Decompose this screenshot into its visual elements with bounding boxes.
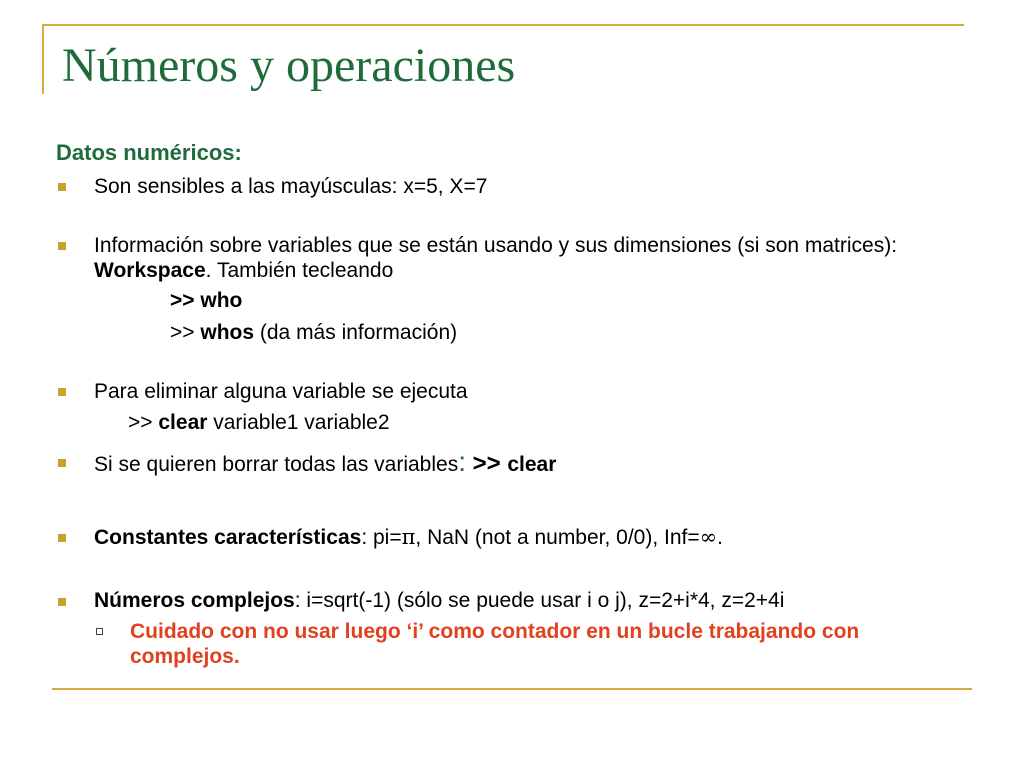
bullet-constants [94, 525, 723, 550]
prompt: >> [465, 450, 508, 477]
bullet-complex [94, 588, 784, 613]
pi-symbol: π [401, 525, 416, 549]
command-clear-vars [128, 410, 390, 435]
command-who [170, 288, 242, 313]
bullet-marker [58, 388, 66, 396]
section-heading: Datos numéricos: [56, 140, 242, 165]
bottom-rule [52, 688, 972, 690]
prompt: >> [170, 289, 201, 312]
bullet-marker [58, 242, 66, 250]
workspace-text-2: . También tecleando [205, 259, 394, 282]
constants-text-3: . [717, 526, 723, 549]
clear-command: clear [158, 411, 208, 434]
clear-all-command: clear [507, 453, 557, 476]
bullet-marker [58, 598, 66, 606]
bullet-case-sensitive: Son sensibles a las mayúsculas: x=5, X=7 [94, 175, 488, 198]
who-command: who [200, 289, 243, 312]
bullet-clear-variable: Para eliminar alguna variable se ejecuta [94, 380, 468, 403]
constants-text-1: : pi= [361, 526, 402, 549]
workspace-text-1: Información sobre variables que se están usando y sus dimensiones (si son matrices): [94, 234, 898, 257]
top-rule [42, 24, 964, 26]
warning-note: Cuidado con no usar luego ‘i’ como contador en un bucle trabajando con complejos. [130, 620, 860, 668]
bullet-workspace [94, 233, 974, 283]
whos-note: (da más información) [254, 321, 458, 344]
bullet-marker [58, 534, 66, 542]
slide-title: Números y operaciones [62, 39, 516, 92]
complex-label: Números complejos [94, 589, 295, 612]
bullet-marker [58, 459, 66, 467]
clear-all-colon: : [458, 446, 466, 477]
bullet-marker [58, 183, 66, 191]
constants-text-2: , NaN (not a number, 0/0), Inf= [415, 526, 700, 549]
clear-all-text: Si se quieren borrar todas las variables [94, 453, 459, 476]
infinity-symbol: ∞ [699, 525, 718, 549]
clear-arguments: variable1 variable2 [207, 411, 390, 434]
constants-label: Constantes características [94, 526, 362, 549]
prompt: >> [170, 321, 201, 344]
workspace-keyword: Workspace [94, 259, 206, 282]
left-rule [42, 24, 44, 94]
bullet-clear-all [94, 446, 557, 477]
prompt: >> [128, 411, 159, 434]
command-whos [170, 320, 457, 345]
complex-text: : i=sqrt(-1) (sólo se puede usar i o j), z=2+i*4, z=2+4i [294, 589, 785, 612]
sub-bullet-marker [96, 628, 103, 635]
whos-command: whos [200, 321, 255, 344]
